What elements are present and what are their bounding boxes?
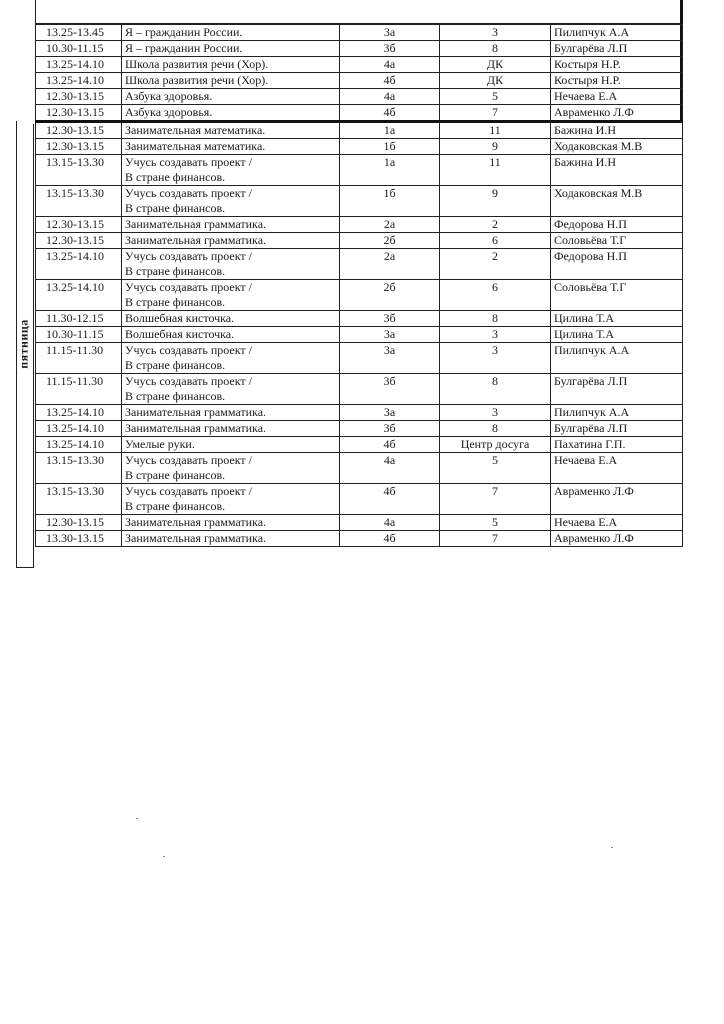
teacher-cell: Нечаева Е.А <box>551 515 683 531</box>
class-cell: 2б <box>340 280 440 311</box>
subject-line: В стране финансов. <box>125 358 226 372</box>
teacher-cell: Нечаева Е.А <box>551 89 683 105</box>
subject-cell <box>122 249 340 280</box>
teacher-cell: Федорова Н.П <box>551 249 683 280</box>
room-cell: 8 <box>440 374 551 405</box>
teacher-cell: Булгарёва Л.П <box>551 421 683 437</box>
day-label: пятница <box>16 319 31 369</box>
subject-line: Занимательная грамматика. <box>125 515 267 529</box>
table-row <box>36 343 683 374</box>
time-cell: 11.15-11.30 <box>36 343 122 374</box>
scan-speck <box>611 847 613 848</box>
subject-line: В стране финансов. <box>125 201 226 215</box>
time-cell: 12.30-13.15 <box>36 122 122 139</box>
table-top-border <box>35 0 681 24</box>
table-row <box>36 122 683 139</box>
subject-cell <box>122 122 340 139</box>
teacher-cell: Нечаева Е.А <box>551 453 683 484</box>
class-cell: 1б <box>340 139 440 155</box>
class-cell: 3а <box>340 25 440 41</box>
room-cell: 3 <box>440 405 551 421</box>
time-cell: 13.30-13.15 <box>36 531 122 547</box>
class-cell: 4б <box>340 73 440 89</box>
subject-cell <box>122 484 340 515</box>
class-cell: 2а <box>340 249 440 280</box>
teacher-cell: Ходаковская М.В <box>551 186 683 217</box>
table-row <box>36 89 683 105</box>
teacher-cell: Авраменко Л.Ф <box>551 484 683 515</box>
subject-line: Занимательная грамматика. <box>125 405 267 419</box>
time-cell: 13.15-13.30 <box>36 186 122 217</box>
scan-speck <box>136 818 138 819</box>
table-row <box>36 139 683 155</box>
class-cell: 4а <box>340 453 440 484</box>
subject-cell <box>122 186 340 217</box>
subject-line: Занимательная грамматика. <box>125 531 267 545</box>
subject-line: Учусь создавать проект / <box>125 343 252 357</box>
table-row <box>36 186 683 217</box>
room-cell: 5 <box>440 453 551 484</box>
time-cell: 13.25-14.10 <box>36 73 122 89</box>
table-row <box>36 280 683 311</box>
table-row <box>36 73 683 89</box>
class-cell: 4а <box>340 57 440 73</box>
subject-line: Учусь создавать проект / <box>125 155 252 169</box>
class-cell: 1а <box>340 155 440 186</box>
time-cell: 12.30-13.15 <box>36 233 122 249</box>
table-row <box>36 421 683 437</box>
table-row <box>36 155 683 186</box>
room-cell: 11 <box>440 155 551 186</box>
table-row <box>36 437 683 453</box>
subject-cell <box>122 155 340 186</box>
subject-cell <box>122 105 340 122</box>
day-column-bottom-rule <box>16 567 34 568</box>
subject-cell <box>122 327 340 343</box>
time-cell: 13.25-14.10 <box>36 57 122 73</box>
room-cell: Центр досуга <box>440 437 551 453</box>
table-row <box>36 25 683 41</box>
teacher-cell: Бажина И.Н <box>551 155 683 186</box>
class-cell: 4б <box>340 437 440 453</box>
teacher-cell: Бажина И.Н <box>551 122 683 139</box>
teacher-cell: Пахатина Г.П. <box>551 437 683 453</box>
subject-line: Умелые руки. <box>125 437 195 451</box>
class-cell: 4б <box>340 531 440 547</box>
room-cell: 5 <box>440 515 551 531</box>
room-cell: 8 <box>440 311 551 327</box>
time-cell: 13.25-13.45 <box>36 25 122 41</box>
table-row <box>36 105 683 122</box>
subject-cell <box>122 233 340 249</box>
class-cell: 4а <box>340 515 440 531</box>
time-cell: 10.30-11.15 <box>36 327 122 343</box>
day-column-inner-rule <box>33 124 34 567</box>
subject-cell <box>122 57 340 73</box>
time-cell: 13.25-14.10 <box>36 280 122 311</box>
subject-cell <box>122 374 340 405</box>
room-cell: 2 <box>440 217 551 233</box>
subject-line: В стране финансов. <box>125 170 226 184</box>
room-cell: 7 <box>440 484 551 515</box>
time-cell: 13.15-13.30 <box>36 484 122 515</box>
table-row <box>36 57 683 73</box>
time-cell: 13.15-13.30 <box>36 155 122 186</box>
subject-cell <box>122 311 340 327</box>
subject-cell <box>122 217 340 233</box>
time-cell: 13.25-14.10 <box>36 421 122 437</box>
class-cell: 1а <box>340 122 440 139</box>
class-cell: 3б <box>340 421 440 437</box>
subject-line: Учусь создавать проект / <box>125 453 252 467</box>
subject-cell <box>122 25 340 41</box>
class-cell: 3а <box>340 405 440 421</box>
subject-line: В стране финансов. <box>125 389 226 403</box>
subject-line: Учусь создавать проект / <box>125 280 252 294</box>
teacher-cell: Пилипчук А.А <box>551 405 683 421</box>
subject-line: Занимательная математика. <box>125 123 266 137</box>
table-row <box>36 484 683 515</box>
table-row <box>36 405 683 421</box>
subject-line: Школа развития речи (Хор). <box>125 57 269 71</box>
subject-line: Азбука здоровья. <box>125 105 213 119</box>
class-cell: 4б <box>340 105 440 122</box>
subject-line: Занимательная грамматика. <box>125 217 267 231</box>
teacher-cell: Ходаковская М.В <box>551 139 683 155</box>
subject-cell <box>122 89 340 105</box>
room-cell: 5 <box>440 89 551 105</box>
subject-line: Азбука здоровья. <box>125 89 213 103</box>
room-cell: 7 <box>440 105 551 122</box>
class-cell: 4а <box>340 89 440 105</box>
table-row <box>36 311 683 327</box>
subject-cell <box>122 73 340 89</box>
room-cell: 3 <box>440 343 551 374</box>
subject-cell <box>122 41 340 57</box>
subject-line: В стране финансов. <box>125 499 226 513</box>
room-cell: 7 <box>440 531 551 547</box>
subject-line: Учусь создавать проект / <box>125 374 252 388</box>
room-cell: 8 <box>440 41 551 57</box>
teacher-cell: Авраменко Л.Ф <box>551 105 683 122</box>
teacher-cell: Авраменко Л.Ф <box>551 531 683 547</box>
room-cell: 3 <box>440 25 551 41</box>
table-row <box>36 374 683 405</box>
class-cell: 1б <box>340 186 440 217</box>
schedule-table <box>35 24 683 547</box>
room-cell: 9 <box>440 186 551 217</box>
subject-cell <box>122 405 340 421</box>
class-cell: 2а <box>340 217 440 233</box>
subject-line: Учусь создавать проект / <box>125 484 252 498</box>
teacher-cell: Булгарёва Л.П <box>551 41 683 57</box>
class-cell: 3б <box>340 41 440 57</box>
time-cell: 13.25-14.10 <box>36 405 122 421</box>
time-cell: 11.30-12.15 <box>36 311 122 327</box>
teacher-cell: Соловьёва Т.Г <box>551 233 683 249</box>
room-cell: ДК <box>440 57 551 73</box>
table-row <box>36 531 683 547</box>
time-cell: 12.30-13.15 <box>36 515 122 531</box>
subject-line: В стране финансов. <box>125 468 226 482</box>
room-cell: ДК <box>440 73 551 89</box>
teacher-cell: Соловьёва Т.Г <box>551 280 683 311</box>
room-cell: 9 <box>440 139 551 155</box>
subject-cell <box>122 139 340 155</box>
scan-speck <box>163 856 165 857</box>
teacher-cell: Пилипчук А.А <box>551 25 683 41</box>
subject-line: В стране финансов. <box>125 264 226 278</box>
subject-line: Я – гражданин России. <box>125 25 243 39</box>
subject-cell <box>122 453 340 484</box>
time-cell: 13.25-14.10 <box>36 437 122 453</box>
teacher-cell: Цилина Т.А <box>551 311 683 327</box>
subject-cell <box>122 515 340 531</box>
room-cell: 8 <box>440 421 551 437</box>
room-cell: 3 <box>440 327 551 343</box>
subject-line: Занимательная математика. <box>125 139 266 153</box>
time-cell: 12.30-13.15 <box>36 139 122 155</box>
table-row <box>36 249 683 280</box>
class-cell: 2б <box>340 233 440 249</box>
time-cell: 10.30-11.15 <box>36 41 122 57</box>
subject-line: Занимательная грамматика. <box>125 233 267 247</box>
time-cell: 13.25-14.10 <box>36 249 122 280</box>
table-row <box>36 217 683 233</box>
teacher-cell: Федорова Н.П <box>551 217 683 233</box>
subject-line: Школа развития речи (Хор). <box>125 73 269 87</box>
class-cell: 3б <box>340 311 440 327</box>
teacher-cell: Костыря Н.Р. <box>551 57 683 73</box>
subject-cell <box>122 531 340 547</box>
room-cell: 11 <box>440 122 551 139</box>
subject-line: Я – гражданин России. <box>125 41 243 55</box>
table-row <box>36 327 683 343</box>
teacher-cell: Пилипчук А.А <box>551 343 683 374</box>
subject-line: Учусь создавать проект / <box>125 249 252 263</box>
subject-line: Занимательная грамматика. <box>125 421 267 435</box>
teacher-cell: Булгарёва Л.П <box>551 374 683 405</box>
room-cell: 6 <box>440 233 551 249</box>
time-cell: 13.15-13.30 <box>36 453 122 484</box>
subject-cell <box>122 280 340 311</box>
table-row <box>36 233 683 249</box>
class-cell: 3б <box>340 374 440 405</box>
schedule-body <box>36 25 683 547</box>
room-cell: 2 <box>440 249 551 280</box>
teacher-cell: Цилина Т.А <box>551 327 683 343</box>
time-cell: 12.30-13.15 <box>36 217 122 233</box>
time-cell: 12.30-13.15 <box>36 105 122 122</box>
table-row <box>36 453 683 484</box>
table-row <box>36 515 683 531</box>
subject-line: Учусь создавать проект / <box>125 186 252 200</box>
class-cell: 3а <box>340 327 440 343</box>
subject-line: Волшебная кисточка. <box>125 327 235 341</box>
subject-cell <box>122 437 340 453</box>
teacher-cell: Костыря Н.Р. <box>551 73 683 89</box>
time-cell: 12.30-13.15 <box>36 89 122 105</box>
class-cell: 3а <box>340 343 440 374</box>
class-cell: 4б <box>340 484 440 515</box>
subject-line: В стране финансов. <box>125 295 226 309</box>
room-cell: 6 <box>440 280 551 311</box>
table-row <box>36 41 683 57</box>
subject-cell <box>122 421 340 437</box>
subject-cell <box>122 343 340 374</box>
time-cell: 11.15-11.30 <box>36 374 122 405</box>
subject-line: Волшебная кисточка. <box>125 311 235 325</box>
